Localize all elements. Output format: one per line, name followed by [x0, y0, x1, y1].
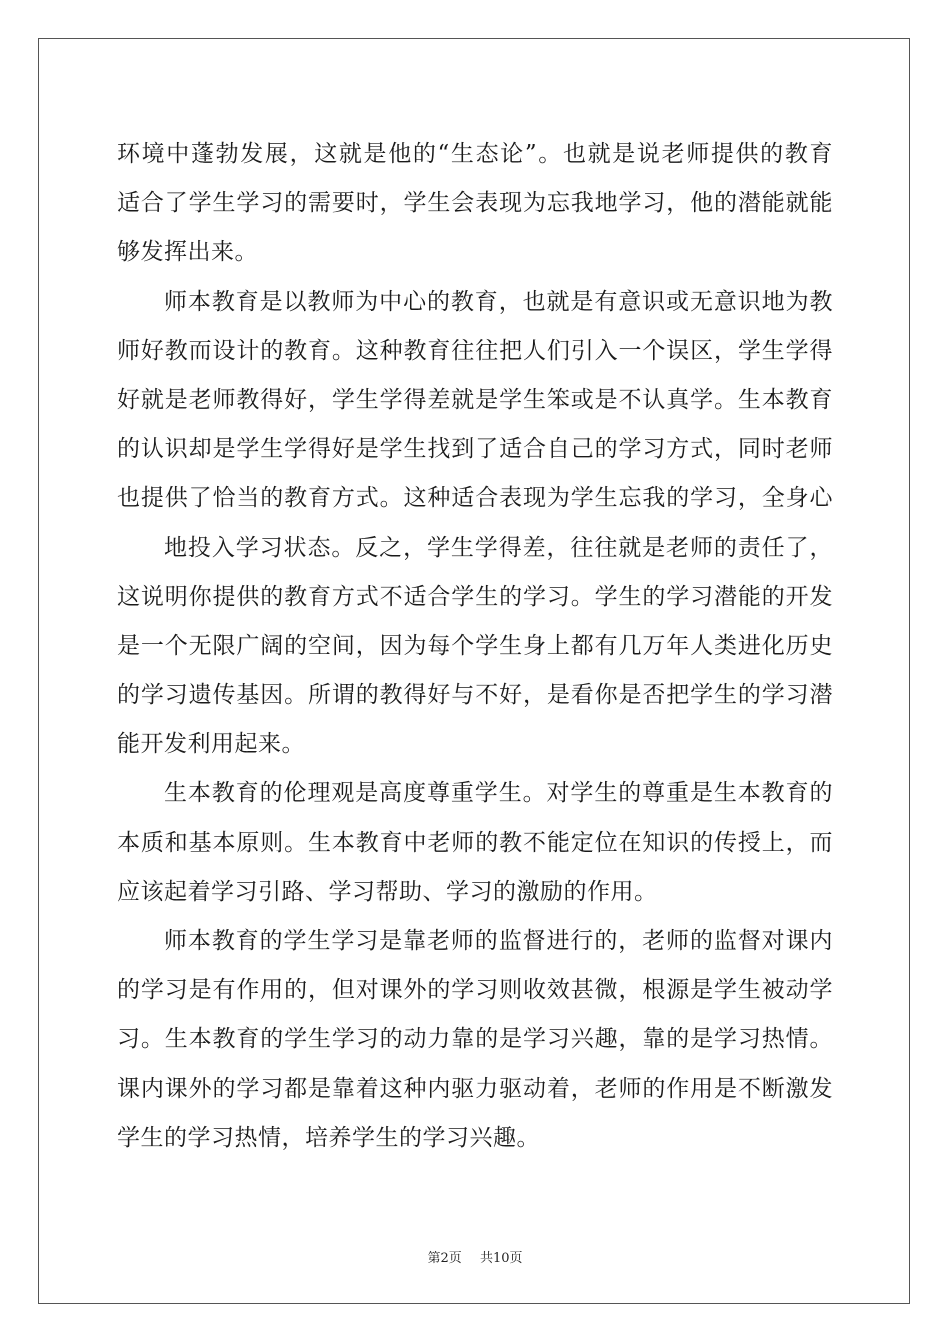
text-line: 适合了学生学习的需要时，学生会表现为忘我地学习，他的潜能就能: [117, 190, 833, 217]
text-line: 能开发利用起来。: [117, 731, 305, 758]
text-line: 的学习是有作用的，但对课外的学习则收效甚微，根源是学生被动学: [117, 977, 833, 1004]
text-line: 师好教而设计的教育。这种教育往往把人们引入一个误区，学生学得: [117, 337, 833, 364]
page-total: 共10页: [479, 1251, 523, 1266]
text-line: 生本教育的伦理观是高度尊重学生。对学生的尊重是生本教育的: [164, 780, 833, 807]
text-line: 师本教育的学生学习是靠老师的监督进行的，老师的监督对课内: [164, 928, 833, 954]
text-line: 环境中蓬勃发展，这就是他的“生态论”。也就是说老师提供的教育: [117, 141, 833, 167]
text-line: 是一个无限广阔的空间，因为每个学生身上都有几万年人类进化历史: [117, 632, 833, 659]
text-line: 习。生本教育的学生学习的动力靠的是学习兴趣，靠的是学习热情。: [117, 1026, 833, 1053]
page-footer: [0, 1247, 950, 1266]
text-line: 的认识却是学生学得好是学生找到了适合自己的学习方式，同时老师: [117, 436, 833, 463]
text-line: 这说明你提供的教育方式不适合学生的学习。学生的学习潜能的开发: [117, 583, 833, 610]
text-line: 课内课外的学习都是靠着这种内驱力驱动着，老师的作用是不断激发: [117, 1075, 833, 1102]
text-line: 也提供了恰当的教育方式。这种适合表现为学生忘我的学习，全身心: [117, 485, 833, 512]
text-line: 地投入学习状态。反之，学生学得差，往往就是老师的责任了，: [164, 534, 833, 561]
text-line: 师本教育是以教师为中心的教育，也就是有意识或无意识地为教: [164, 288, 833, 315]
page-number: 第2页: [427, 1251, 462, 1266]
text-line: 好就是老师教得好，学生学得差就是学生笨或是不认真学。生本教育: [117, 386, 833, 413]
text-line: 应该起着学习引路、学习帮助、学习的激励的作用。: [117, 878, 658, 905]
text-line: 本质和基本原则。生本教育中老师的教不能定位在知识的传授上，而: [117, 829, 833, 856]
text-line: 的学习遗传基因。所谓的教得好与不好，是看你是否把学生的学习潜: [117, 682, 833, 709]
text-line: 学生的学习热情，培养学生的学习兴趣。: [117, 1124, 540, 1151]
text-line: 够发挥出来。: [117, 239, 258, 266]
document-body: [117, 130, 833, 1163]
